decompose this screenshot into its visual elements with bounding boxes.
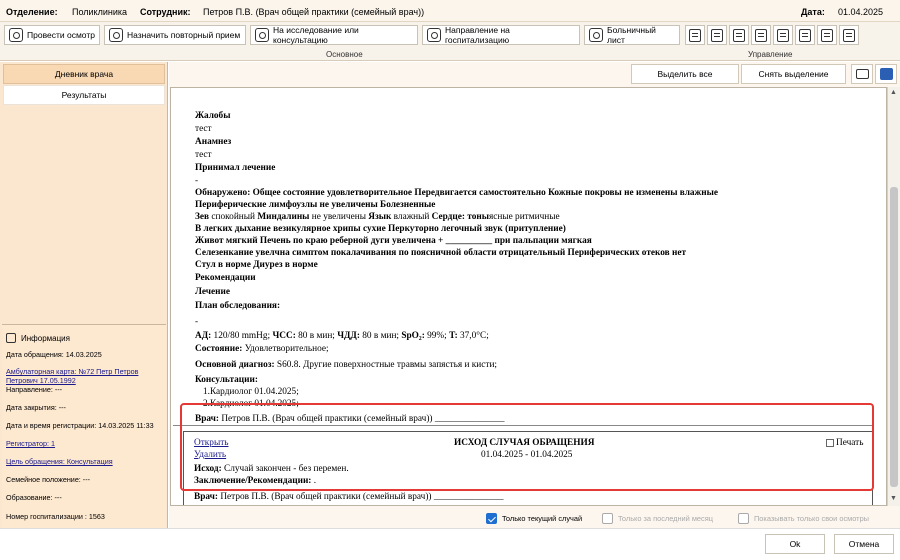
outcome-doctor-value: Петров П.В. (Врач общей практики (семейный врач)) _______________ [218,492,504,502]
date-value: 01.04.2025 [838,7,884,17]
conduct-exam-button[interactable] [4,25,100,45]
vitals-line [195,331,489,341]
bp-label: АД: [195,331,212,341]
books-icon [821,29,833,42]
exam-line-6: Селезенкание увелчна симптом покалачивания по поясничной области отрицательный Периферических отеков нет [195,248,687,258]
state-label: Состояние: [195,344,243,354]
outcome-result-label: Исход: [194,464,222,474]
left-sidebar [0,62,168,528]
info-panel [2,324,166,528]
temp-label: T: [449,331,458,341]
rr-label: ЧДД: [337,331,360,341]
manage-doc-1-button[interactable] [685,25,705,45]
info-title: Информация [21,333,70,343]
treatment-taken-heading: Принимал лечение [195,163,276,173]
complaints-value: тест [195,124,212,134]
manage-doc-3-button[interactable] [729,25,749,45]
hr-label: ЧСС: [272,331,296,341]
diagnosis-value: S60.8. Другие поверхностные травмы запястья и кисти; [274,360,498,370]
document-edit-icon [755,29,767,42]
own-exams-checkbox[interactable] [738,513,749,524]
stethoscope-doc-icon [777,29,789,42]
treatment-taken-value: - [195,176,199,186]
doctor-label: Врач: [195,414,219,424]
sick-leave-icon [589,28,603,42]
schedule-repeat-label: Назначить повторный прием [127,30,241,40]
info-registrar-link[interactable]: Регистратор: 1 [6,439,56,448]
consultation-item-2: 2.Кардиолог 01.04.2025; [203,399,299,409]
info-card-link-2[interactable]: Петрович 17.05.1992 [6,376,76,385]
info-registration: Дата и время регистрации: 14.03.2025 11:33 [6,421,154,430]
info-icon [6,333,16,343]
spo2-label: SpO₂: [401,331,425,341]
printer-icon [856,69,869,79]
info-referral: Направление: --- [6,385,63,394]
exam-tonsils-value: не увеличены [309,212,369,222]
info-hospitalization-number: Номер госпитализации : 1563 [6,512,105,521]
sick-leave-label: Больничный лист [607,25,656,45]
outcome-doctor-label: Врач: [194,492,218,502]
consultations-heading: Консультации: [195,375,258,385]
deselect-button[interactable]: Снять выделение [741,64,846,84]
info-header [6,333,70,343]
manage-doc-5-button[interactable] [773,25,793,45]
filter-own-exams[interactable] [738,513,869,524]
exam-line-5: Живот мягкий Печень по краю реберной дуги увеличена + __________ при пальпации мягкая [195,236,592,246]
vertical-scrollbar[interactable] [887,87,900,506]
exam-line-4: В легких дыхание везикулярное хрипы сухие Перкуторно легочный звук (притупление) [195,224,566,234]
group-manage-label: Управление [748,50,793,59]
hospitalization-label: Направление на госпитализацию [445,25,510,45]
exam-tongue-value: влажный [391,212,432,222]
department-label: Отделение: [6,7,58,17]
filter-current-case[interactable] [486,513,582,524]
doctor-value: Петров П.В. (Врач общей практики (семейный врач)) _______________ [219,414,505,424]
exam-line-7: Стул в норме Диурез в норме [195,260,318,270]
ribbon [0,22,900,61]
export-word-button[interactable] [875,64,897,84]
scroll-down-icon[interactable]: ▼ [890,495,897,502]
rr-value: 80 в мин; [359,331,402,341]
last-month-checkbox[interactable] [602,513,613,524]
hospital-icon [427,28,441,42]
manage-doc-6-button[interactable] [795,25,815,45]
stethoscope-icon [9,28,23,42]
header-bar [0,0,900,22]
select-all-button[interactable]: Выделить все [631,64,739,84]
exam-line-1: Обнаружено: Общее состояние удовлетворительное Передвигается самостоятельно Кожные покровы не изменены влажные [195,188,719,198]
recommendations-heading: Рекомендации [195,273,256,283]
exam-line-3 [195,212,560,222]
diagnosis-label: Основной диагноз: [195,360,275,370]
info-education: Образование: --- [6,493,62,502]
employee-label: Сотрудник: [140,7,191,17]
footer-bar [0,528,900,560]
state-line [195,344,329,354]
tab-doctor-diary[interactable]: Дневник врача [3,64,165,84]
department-value: Поликлиника [72,7,128,17]
scrollbar-thumb[interactable] [890,187,898,487]
last-month-label: Только за последний месяц [618,514,713,523]
exam-zev-value: спокойный [209,212,258,222]
diagnosis-line [195,360,497,370]
outcome-highlight-frame [180,403,874,491]
complaints-heading: Жалобы [195,111,231,121]
outcome-delete-link[interactable]: Удалить [194,450,227,460]
document-add-icon [711,29,723,42]
outcome-open-link[interactable]: Открыть [194,438,229,448]
treatment-heading: Лечение [195,287,230,297]
outcome-conclusion-value: . [311,476,317,486]
temp-value: 37,0°C; [457,331,489,341]
info-purpose-link[interactable]: Цель обращения: Консультация [6,457,113,466]
outcome-title: ИСХОД СЛУЧАЯ ОБРАЩЕНИЯ [454,438,595,448]
state-value: Удовлетворительное; [242,344,329,354]
outcome-result-value: Случай закончен - без перемен. [221,464,349,474]
exam-tonsils-label: Миндалины [257,212,310,222]
exam-tongue-label: Язык [368,212,392,222]
cancel-button[interactable]: Отмена [834,534,894,554]
spo2-value: 99%; [424,331,450,341]
referral-label: На исследование или консультацию [273,25,359,45]
anamnesis-heading: Анамнез [195,137,232,147]
outcome-doctor-line [194,492,504,502]
consultation-item-1: 1.Кардиолог 01.04.2025; [203,387,299,397]
tab-results[interactable]: Результаты [3,85,165,105]
word-icon [880,68,893,80]
manage-doc-2-button[interactable] [707,25,727,45]
current-case-label: Только текущий случай [502,514,583,523]
exam-line-2: Периферические лимфоузлы не увеличены Болезненные [195,200,436,210]
scroll-up-icon[interactable]: ▲ [890,89,897,96]
repeat-visit-icon [109,28,123,42]
exam-zev-label: Зев [195,212,210,222]
print-button[interactable] [851,64,873,84]
group-main-label: Основное [326,50,363,59]
referral-icon [255,28,269,42]
archive-icon [799,29,811,42]
print-label: Печать [836,438,864,448]
filter-last-month[interactable] [602,513,713,524]
referral-button[interactable] [250,25,418,45]
schedule-repeat-button[interactable] [104,25,246,45]
info-card-link[interactable]: Амбулаторная карта: №72 Петр Петров [6,367,139,376]
employee-value: Петров П.В. (Врач общей практики (семейный врач)) [203,7,425,17]
report-icon [843,29,855,42]
ok-button[interactable]: Ok [765,534,825,554]
document-search-icon [733,29,745,42]
sick-leave-button[interactable] [584,25,680,45]
own-exams-label: Показывать только свои осмотры [754,514,869,523]
info-visit-date: Дата обращения: 14.03.2025 [6,350,102,359]
document-icon [689,29,701,42]
info-marital: Семейное положение: --- [6,475,90,484]
manage-doc-4-button[interactable] [751,25,771,45]
plan-heading: План обследования: [195,301,281,311]
manage-doc-7-button[interactable] [817,25,837,45]
current-case-checkbox[interactable] [486,513,497,524]
date-label: Дата: [801,7,825,17]
info-close-date: Дата закрытия: --- [6,403,66,412]
conduct-exam-label: Провести осмотр [27,30,95,40]
bp-value: 120/80 mmHg; [211,331,273,341]
outcome-period: 01.04.2025 - 01.04.2025 [481,450,573,460]
anamnesis-value: тест [195,150,212,160]
outcome-conclusion-label: Заключение/Рекомендации: [194,476,312,486]
manage-doc-8-button[interactable] [839,25,859,45]
plan-value: - [195,317,199,327]
hr-value: 80 в мин; [295,331,338,341]
exam-heart-label: Сердце: тоны [431,212,489,222]
exam-heart-value: ясные ритмичные [488,212,560,222]
hospitalization-button[interactable] [422,25,580,45]
